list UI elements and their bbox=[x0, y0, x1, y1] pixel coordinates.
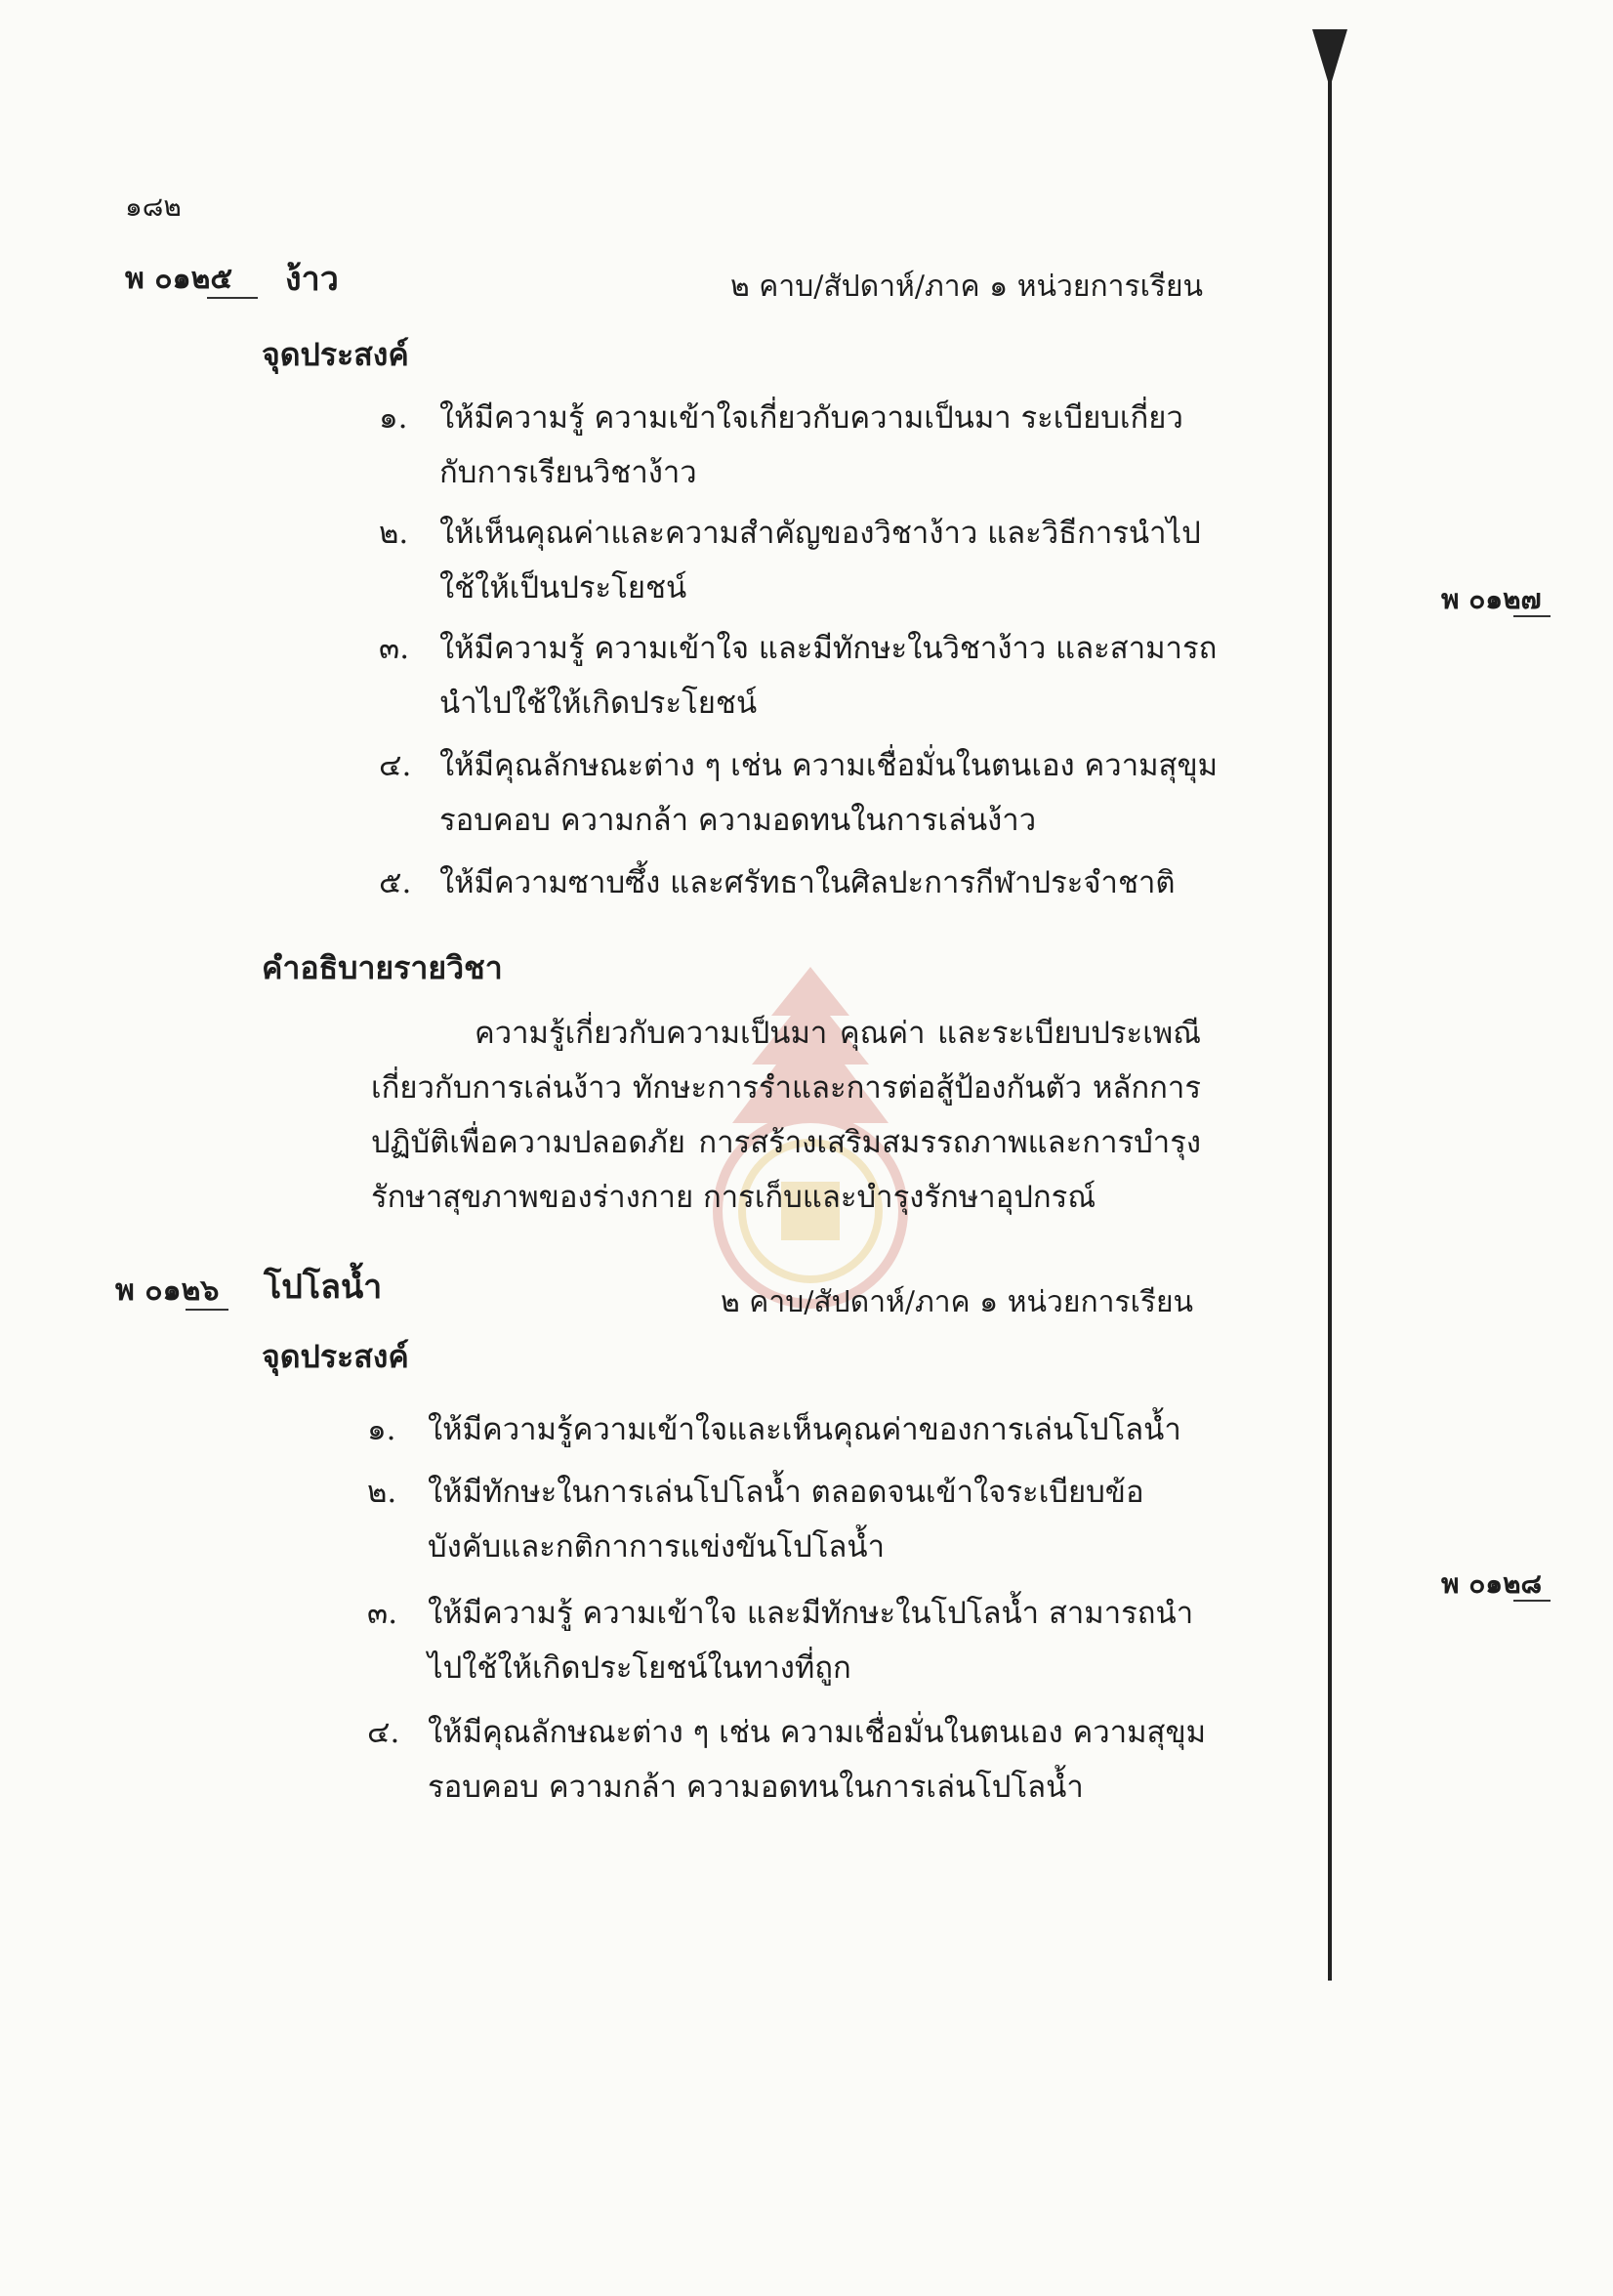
objective-item bbox=[379, 506, 1219, 615]
objective-item bbox=[379, 856, 1219, 910]
margin-code-2: พ ๐๑๒๘ bbox=[1441, 1567, 1543, 1600]
objective-text: ให้มีความรู้ ความเข้าใจเกี่ยวกับความเป็นมา ระเบียบเกี่ยวกับการเรียนวิชาง้าว bbox=[439, 400, 1183, 490]
course-code-1-underline bbox=[207, 297, 258, 299]
margin-code-1: พ ๐๑๒๗ bbox=[1441, 583, 1542, 615]
objective-text: ให้มีความรู้ความเข้าใจและเห็นคุณค่าของการเล่นโปโลน้ำ bbox=[428, 1412, 1181, 1447]
objective-number: ๓. bbox=[367, 1596, 398, 1631]
objective-text: ให้มีคุณลักษณะต่าง ๆ เช่น ความเชื่อมั่นในตนเอง ความสุขุมรอบคอบ ความกล้า ความอดทนในการเล่นง้าว bbox=[439, 748, 1219, 838]
course-description-1: ความรู้เกี่ยวกับความเป็นมา คุณค่า และระเบียบประเพณีเกี่ยวกับการเล่นง้าว ทักษะการรำและการต่อสู้ป้องกันตัว หลักการปฏิบัติเพื่อความปลอดภัย การสร้างเสริมสมรรถภาพและการบำรุงรักษาสุขภาพของร่างกาย การเก็บและบำรุงรักษาอุปกรณ์ bbox=[371, 1016, 1201, 1215]
objective-text: ให้มีคุณลักษณะต่าง ๆ เช่น ความเชื่อมั่นในตนเอง ความสุขุมรอบคอบ ความกล้า ความอดทนในการเล่นโปโลน้ำ bbox=[428, 1715, 1207, 1805]
objective-text: ให้มีความซาบซึ้ง และศรัทธาในศิลปะการกีฬาประจำชาติ bbox=[439, 865, 1176, 900]
objective-item bbox=[367, 1705, 1207, 1815]
course-name-1: ง้าว bbox=[285, 260, 339, 299]
binder-line bbox=[1328, 29, 1332, 1981]
course-credit-1: ๒ คาบ/สัปดาห์/ภาค ๑ หน่วยการเรียน bbox=[730, 270, 1204, 304]
objective-number: ๔. bbox=[367, 1715, 400, 1750]
objective-number: ๑. bbox=[367, 1412, 396, 1447]
objective-number: ๔. bbox=[379, 748, 412, 783]
objective-text: ให้เห็นคุณค่าและความสำคัญของวิชาง้าว และวิธีการนำไปใช้ให้เป็นประโยชน์ bbox=[439, 516, 1201, 605]
margin-code-2-underline bbox=[1513, 1600, 1551, 1602]
objective-item bbox=[379, 391, 1219, 500]
objective-item bbox=[379, 738, 1219, 848]
objective-number: ๒. bbox=[379, 516, 409, 551]
objective-text: ให้มีความรู้ ความเข้าใจ และมีทักษะในโปโลน้ำ สามารถนำไปใช้ให้เกิดประโยชน์ในทางที่ถูก bbox=[428, 1596, 1194, 1686]
objective-number: ๒. bbox=[367, 1475, 397, 1510]
objective-item bbox=[367, 1586, 1207, 1695]
description-heading-1: คำอธิบายรายวิชา bbox=[262, 949, 503, 986]
objectives-heading-1: จุดประสงค์ bbox=[262, 336, 409, 373]
page-number: ๑๘๒ bbox=[125, 190, 182, 223]
course-code-2: พ ๐๑๒๖ bbox=[115, 1273, 220, 1308]
course-code-1: พ ๐๑๒๕ bbox=[125, 262, 233, 296]
objectives-heading-2: จุดประสงค์ bbox=[262, 1338, 409, 1375]
objective-number: ๓. bbox=[379, 631, 410, 666]
objective-text: ให้มีทักษะในการเล่นโปโลน้ำ ตลอดจนเข้าใจระเบียบข้อบังคับและกติกาการแข่งขันโปโลน้ำ bbox=[428, 1475, 1144, 1565]
objective-number: ๕. bbox=[379, 865, 412, 900]
objective-item bbox=[367, 1465, 1207, 1574]
margin-code-1-underline bbox=[1513, 615, 1551, 617]
objective-item bbox=[367, 1402, 1207, 1457]
course-name-2: โปโลน้ำ bbox=[264, 1268, 383, 1307]
objective-item bbox=[379, 621, 1219, 731]
course-code-2-underline bbox=[186, 1309, 228, 1311]
objective-number: ๑. bbox=[379, 400, 408, 436]
objective-text: ให้มีความรู้ ความเข้าใจ และมีทักษะในวิชาง้าว และสามารถนำไปใช้ให้เกิดประโยชน์ bbox=[439, 631, 1218, 721]
course-credit-2: ๒ คาบ/สัปดาห์/ภาค ๑ หน่วยการเรียน bbox=[721, 1285, 1194, 1319]
